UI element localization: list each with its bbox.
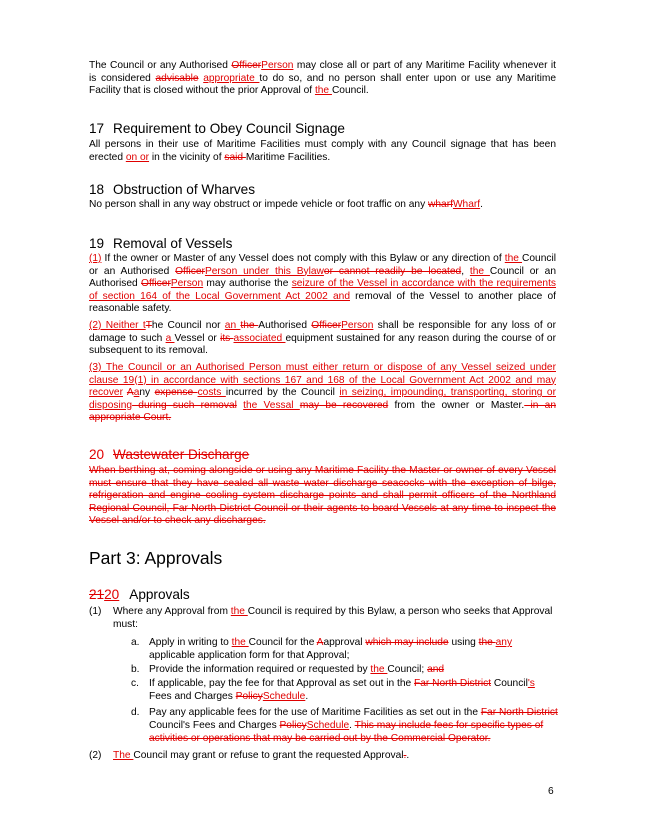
- section-19-clause-2: (2) Neither tThe Council nor an the Authorised OfficerPerson shall be responsible for any loss of or damage to such a Vessel or its associated equipment sustained for any reason during the course of or subsequent to its removal.: [89, 320, 556, 357]
- intro-paragraph: The Council or any Authorised OfficerPerson may close all or part of any Maritime Facility whenever it is considered advisable appropriate to do so, and no person shall enter upon or use any Maritime Facility that is closed without the prior Approval of the Council.: [89, 60, 557, 97]
- approvals-clause-2: The Council may grant or refuse to grant the requested Approval..: [113, 750, 410, 761]
- approvals-item-a: Apply in writing to the Council for the Aapproval which may include using the any applicable application form for that Approval;: [149, 637, 513, 661]
- approvals-item-b: Provide the information required or requested by the Council; and: [149, 664, 445, 675]
- section-20-heading: 20 Wastewater Discharge: [89, 447, 250, 462]
- section-18-body: No person shall in any way obstruct or impede vehicle or foot traffic on any wharfWharf.: [89, 199, 483, 210]
- section-18-heading: 18 Obstruction of Wharves: [89, 182, 256, 197]
- part-3-heading: Part 3: Approvals: [89, 548, 223, 568]
- section-19-clause-3: (3) The Council or an Authorised Person must either return or dispose of any Vessel seized under clause 19(1) in accordance with sections 167 and 168 of the Local Government Act 2002 and may recover Aany expense costs incurred by the Council in seizing, impounding, transporting, storing or disposing during such removal the Vessal may be recovered from the owner or Master. in an appropriate Court.: [89, 362, 556, 424]
- approvals-clause-1: Where any Approval from the Council is required by this Bylaw, a person who seeks that Approval must:: [113, 606, 553, 630]
- approvals-item-a-label: a.: [131, 637, 140, 648]
- section-19-heading: 19 Removal of Vessels: [89, 236, 233, 251]
- approvals-heading: 2120 Approvals: [89, 587, 190, 602]
- section-17-heading: 17 Requirement to Obey Council Signage: [89, 121, 345, 136]
- approvals-item-d: Pay any applicable fees for the use of Maritime Facilities as set out in the Far North District Council's Fees and Charges PolicySchedule. This may include fees for specific types of activities or operations that may be carried out by the Commercial Operator.: [149, 707, 558, 744]
- approvals-item-c-label: c.: [131, 678, 139, 689]
- approvals-clause-2-label: (2): [89, 750, 102, 761]
- approvals-clause-1-label: (1): [89, 606, 102, 617]
- approvals-item-c: If applicable, pay the fee for that Approval as set out in the Far North District Council's Fees and Charges PolicySchedule.: [149, 678, 535, 702]
- section-17-body: All persons in their use of Maritime Facilities must comply with any Council signage that has been erected on or in the vicinity of said Maritime Facilities.: [89, 139, 556, 163]
- section-19-clause-1: (1) If the owner or Master of any Vessel does not comply with this Bylaw or any direction of the Council or an Authorised OfficerPerson under this Bylawor cannot readily be located, the Council or an Authorised OfficerPerson may authorise the seizure of the Vessel in accordance with the requirements of section 164 of the Local Government Act 2002 and removal of the Vessel to another place of reasonable safety.: [89, 253, 557, 315]
- page-number: 6: [548, 786, 554, 797]
- approvals-item-b-label: b.: [131, 664, 140, 675]
- approvals-item-d-label: d.: [131, 707, 140, 718]
- section-20-body: When berthing at, coming alongside or using any Maritime Facility the Master or owner of every Vessel must ensure that they have sealed all waste water discharge seacocks with the exception of bilge, refrigeration and engine cooling system discharge points and shall permit officers of the Northland Regional Council, Far North District Council or their agents to board Vessels at any time to inspect the Vessel and/or to check any discharges.: [89, 465, 556, 527]
